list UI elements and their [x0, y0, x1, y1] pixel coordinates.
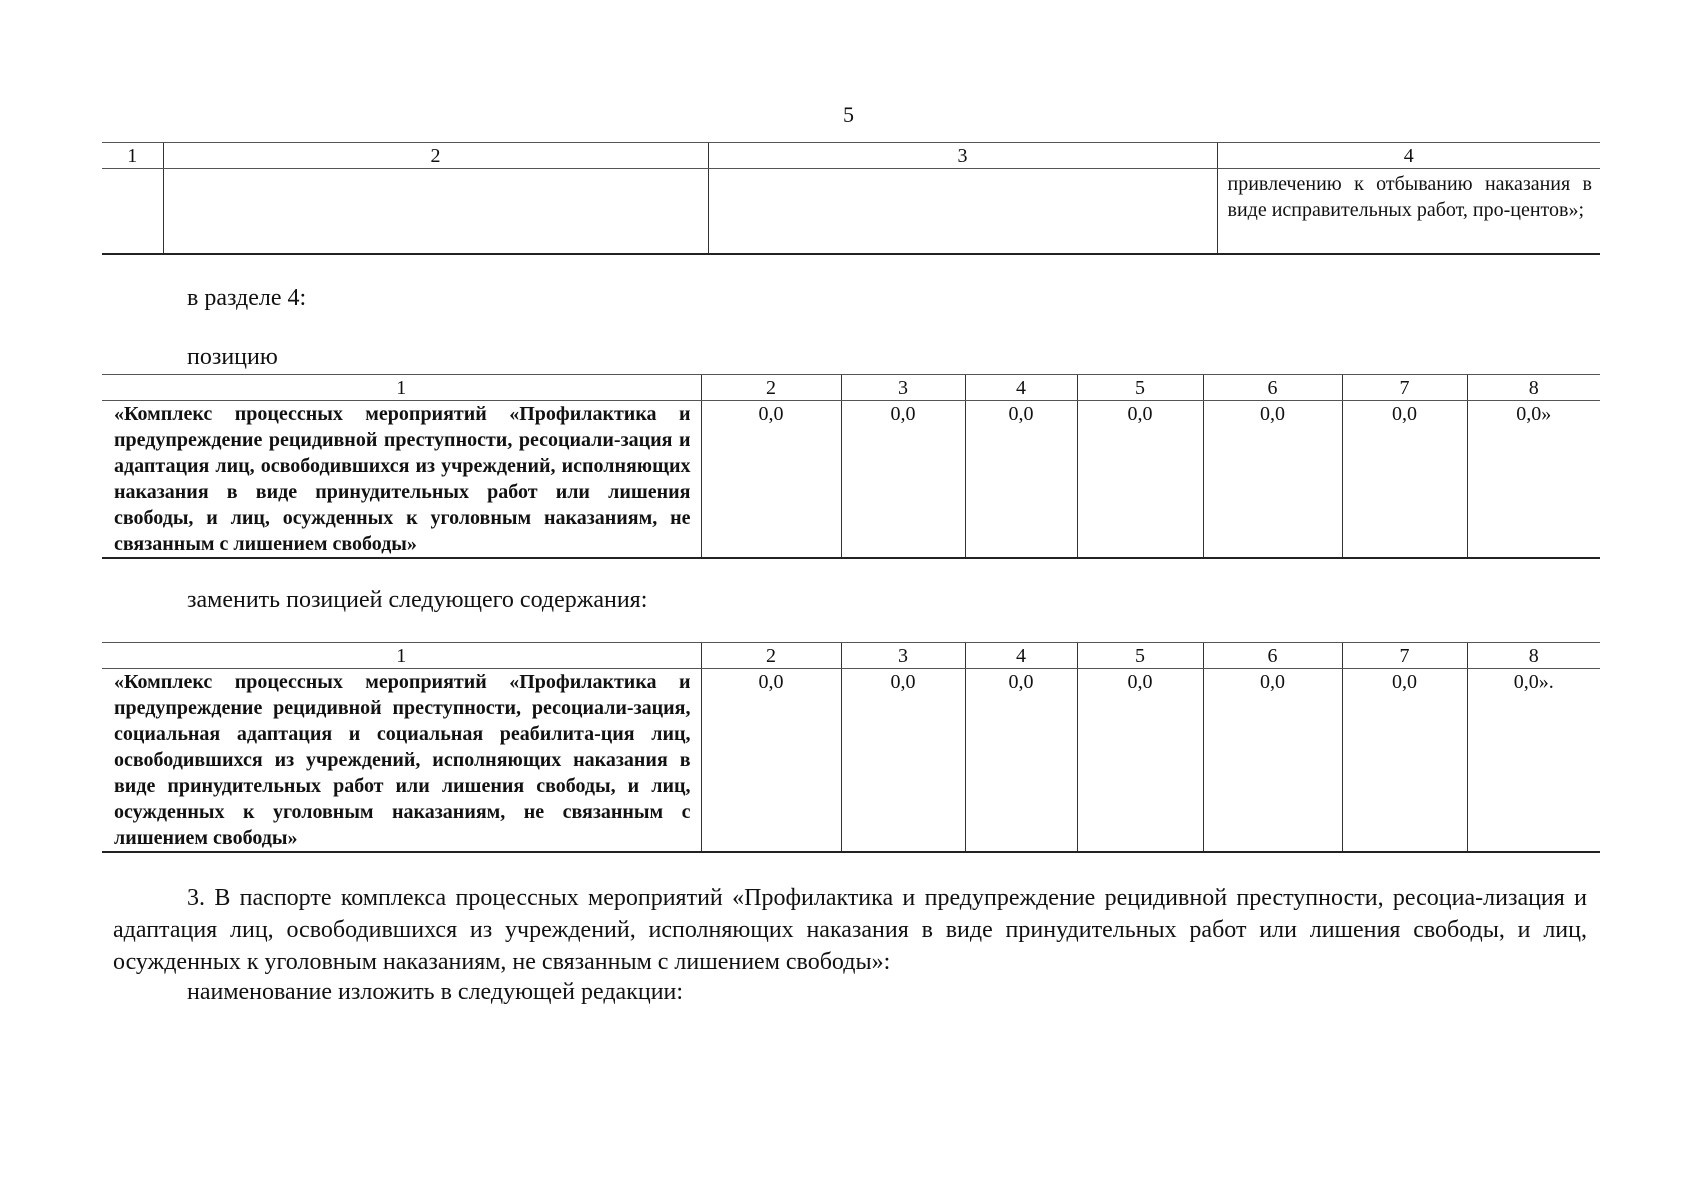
table-header-row	[102, 143, 1600, 169]
value-cell: 0,0	[1203, 669, 1342, 853]
table-row	[102, 401, 1600, 559]
position-label: позицию	[187, 344, 278, 370]
table-header-row	[102, 375, 1600, 401]
value-cell: 0,0	[701, 669, 841, 853]
value-cell: 0,0	[1342, 669, 1467, 853]
column-header: 1	[102, 375, 701, 401]
page-number: 5	[843, 102, 854, 127]
table-cell	[163, 169, 708, 255]
column-header: 3	[841, 643, 965, 669]
old-position-table	[102, 374, 1600, 559]
column-header: 1	[102, 643, 701, 669]
table-row	[102, 669, 1600, 853]
column-header: 6	[1203, 375, 1342, 401]
value-cell: 0,0	[701, 401, 841, 559]
column-header: 1	[102, 143, 163, 169]
column-header: 7	[1342, 643, 1467, 669]
paragraph-naming: наименование изложить в следующей редакции:	[187, 979, 684, 1005]
table-cell	[708, 169, 1217, 255]
column-header: 8	[1467, 375, 1600, 401]
value-cell: 0,0».	[1467, 669, 1600, 853]
value-cell: 0,0	[1203, 401, 1342, 559]
column-header: 2	[701, 643, 841, 669]
replace-label: заменить позицией следующего содержания:	[187, 587, 648, 613]
new-position-table	[102, 642, 1600, 853]
value-cell: 0,0	[1077, 401, 1203, 559]
table-header-row	[102, 643, 1600, 669]
column-header: 2	[163, 143, 708, 169]
column-header: 3	[708, 143, 1217, 169]
column-header: 4	[965, 643, 1077, 669]
value-cell: 0,0	[1077, 669, 1203, 853]
value-cell: 0,0	[965, 669, 1077, 853]
table-cell	[102, 169, 163, 255]
position-name: «Комплекс процессных мероприятий «Профилактика и предупреждение рецидивной преступности, ресоциали-зация, социальная адаптация и социальная реабилита-ция лиц, освободившихся из учреждений, исполняющих наказания в виде принудительных работ или лишения свободы, и лиц, осужденных к уголовным наказаниям, не связанным с лишением свободы»	[102, 669, 701, 853]
column-header: 5	[1077, 375, 1203, 401]
column-header: 5	[1077, 643, 1203, 669]
column-header: 2	[701, 375, 841, 401]
value-cell: 0,0	[1342, 401, 1467, 559]
continuation-table	[102, 142, 1600, 255]
value-cell: 0,0»	[1467, 401, 1600, 559]
value-cell: 0,0	[841, 669, 965, 853]
paragraph-3: 3. В паспорте комплекса процессных мероприятий «Профилактика и предупреждение рецидивной преступности, ресоциа-лизация и адаптация лиц, освободившихся из учреждений, исполняющих наказания в виде принудительных работ или лишения свободы, и лиц, осужденных к уголовным наказаниям, не связанным с лишением свободы»:	[113, 885, 1587, 975]
table-row	[102, 169, 1600, 255]
column-header: 3	[841, 375, 965, 401]
column-header: 7	[1342, 375, 1467, 401]
section-intro: в разделе 4:	[187, 285, 307, 311]
column-header: 6	[1203, 643, 1342, 669]
value-cell: 0,0	[841, 401, 965, 559]
column-header: 8	[1467, 643, 1600, 669]
table-cell: привлечению к отбыванию наказания в виде исправительных работ, про-центов»;	[1217, 169, 1600, 255]
position-name: «Комплекс процессных мероприятий «Профилактика и предупреждение рецидивной преступности, ресоциали-зация и адаптация лиц, освободившихся из учреждений, исполняющих наказания в виде принудительных работ или лишения свободы, и лиц, осужденных к уголовным наказаниям, не связанным с лишением свободы»	[102, 401, 701, 559]
column-header: 4	[965, 375, 1077, 401]
value-cell: 0,0	[965, 401, 1077, 559]
column-header: 4	[1217, 143, 1600, 169]
